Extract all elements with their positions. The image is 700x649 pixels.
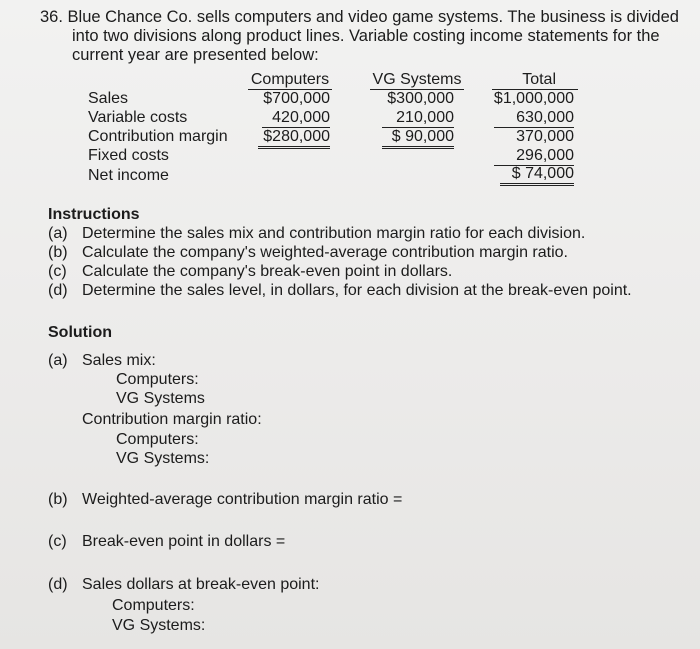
contribution-margin-vg: $ 90,000 [382,127,454,149]
instruction-d-text: Determine the sales level, in dollars, for each division at the break-even point. [82,282,632,299]
instruction-a-text: Determine the sales mix and contribution margin ratio for each division. [82,225,586,242]
solution-d-computers: Computers: [112,597,195,614]
contribution-margin-computers: $280,000 [258,127,330,149]
sales-computers: $700,000 [263,90,330,107]
solution-a-letter: (a) [48,352,68,369]
solution-a-cm-computers: Computers: [116,431,199,448]
sales-vg: $300,000 [387,90,454,107]
row-label-fixed-costs: Fixed costs [88,147,169,164]
variable-costs-vg: 210,000 [382,108,454,128]
net-income-total: $ 74,000 [500,164,574,186]
header-computers: Computers [248,70,332,90]
instruction-b-text: Calculate the company's weighted-average contribution margin ratio. [82,244,568,261]
solution-a-sales-mix: Sales mix: [82,352,156,369]
solution-b-letter: (b) [48,491,68,508]
variable-costs-computers: 420,000 [262,108,330,128]
instruction-c-text: Calculate the company's break-even point in dollars. [82,263,453,280]
solution-a-cm-vg: VG Systems: [116,450,210,467]
problem-line-1: 36. Blue Chance Co. sells computers and video game systems. The business is divided [40,8,679,26]
solution-b-text: Weighted-average contribution margin ratio = [82,491,403,508]
solution-d-vg: VG Systems: [112,617,206,634]
problem-line-2: into two divisions along product lines. Variable costing income statements for the [72,27,660,45]
row-label-net-income: Net income [88,167,169,184]
instruction-c-letter: (c) [48,263,67,280]
solution-a-vg: VG Systems [116,390,205,407]
sales-total: $1,000,000 [493,90,574,107]
instruction-b-letter: (b) [48,244,68,261]
variable-costs-total: 630,000 [494,108,574,128]
fixed-costs-total: 296,000 [494,146,574,166]
solution-d-letter: (d) [48,576,68,593]
solution-c-letter: (c) [48,533,67,550]
contribution-margin-total: 370,000 [516,128,574,145]
row-label-contribution-margin: Contribution margin [88,128,228,145]
instruction-a-letter: (a) [48,225,68,242]
instructions-title: Instructions [48,206,140,223]
solution-d-text: Sales dollars at break-even point: [82,576,320,593]
problem-line-3: current year are presented below: [72,46,319,64]
header-vg-systems: VG Systems [370,70,464,90]
solution-a-computers: Computers: [116,371,199,388]
header-total: Total [492,70,578,90]
row-label-sales: Sales [88,90,129,107]
row-label-variable-costs: Variable costs [88,109,188,126]
solution-a-cm-ratio: Contribution margin ratio: [82,411,262,428]
solution-c-text: Break-even point in dollars = [82,533,286,550]
solution-title: Solution [48,324,112,341]
instruction-d-letter: (d) [48,282,68,299]
